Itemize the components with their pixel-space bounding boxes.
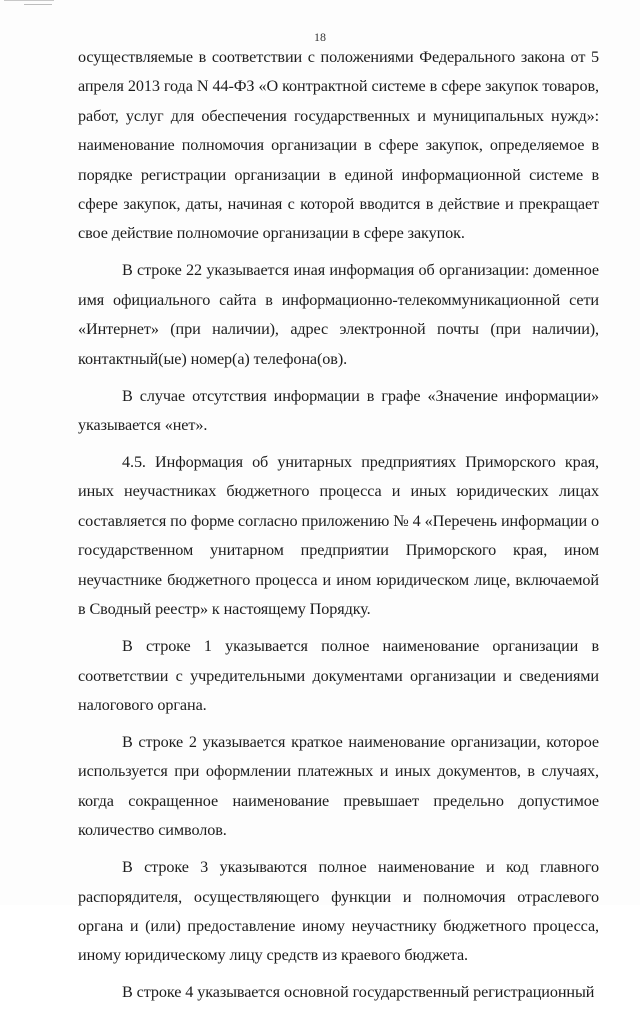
paragraph-line-4: В строке 4 указывается основной государственный регистрационный	[122, 983, 595, 1002]
page-number: 18	[314, 30, 326, 44]
paragraph-line-2: В строке 2 указывается краткое наименование организации, которое используется при оформлении платежных и иных документов, в случаях, когда сокращенное наименование превышает предельно допустимое количество символов.	[78, 732, 599, 840]
paragraph-continuation: осуществляемые в соответствии с положениями Федерального закона от 5 апреля 2013 года N 44-ФЗ «О контрактной системе в сфере закупок товаров, работ, услуг для обеспечения государственных и муниципальных нужд»: наименование полномочия организации в сфере закупок, определяемое в порядке регистрации организации в единой информационной системе в сфере закупок, даты, начиная с которой вводится в действие и прекращает свое действие полномочие организации в сфере закупок.	[78, 48, 599, 243]
document-body	[78, 43, 599, 1015]
paragraph-line-22: В строке 22 указывается иная информация об организации: доменное имя официального сайта в информационно-телекоммуникационной сети «Интернет» (при наличии), адрес электронной почты (при наличии), контактный(ые) номер(а) телефона(ов).	[78, 261, 599, 368]
paragraph-line-3: В строке 3 указываются полное наименование и код главного распорядителя, осуществляющего функции и полномочия отраслевого органа и (или) предоставление иному неучастнику бюджетного процесса, иному юридическому лицу средств из краевого бюджета.	[78, 858, 599, 965]
paragraph-line-1: В строке 1 указывается полное наименование организации в соответствии с учредительными документами организации и сведениями налогового органа.	[78, 637, 599, 714]
paragraph-section-4-5: 4.5. Информация об унитарных предприятиях Приморского края, иных неучастниках бюджетного процесса и иных юридических лицах составляется по форме согласно приложению № 4 «Перечень информации о государственном унитарном предприятии Приморского края, ином неучастнике бюджетного процесса и ином юридическом лице, включаемой в Сводный реестр» к настоящему Порядку.	[78, 453, 599, 619]
paragraph-no-info: В случае отсутствия информации в графе «Значение информации» указывается «нет».	[78, 386, 599, 435]
scan-edge-mark	[4, 0, 54, 7]
